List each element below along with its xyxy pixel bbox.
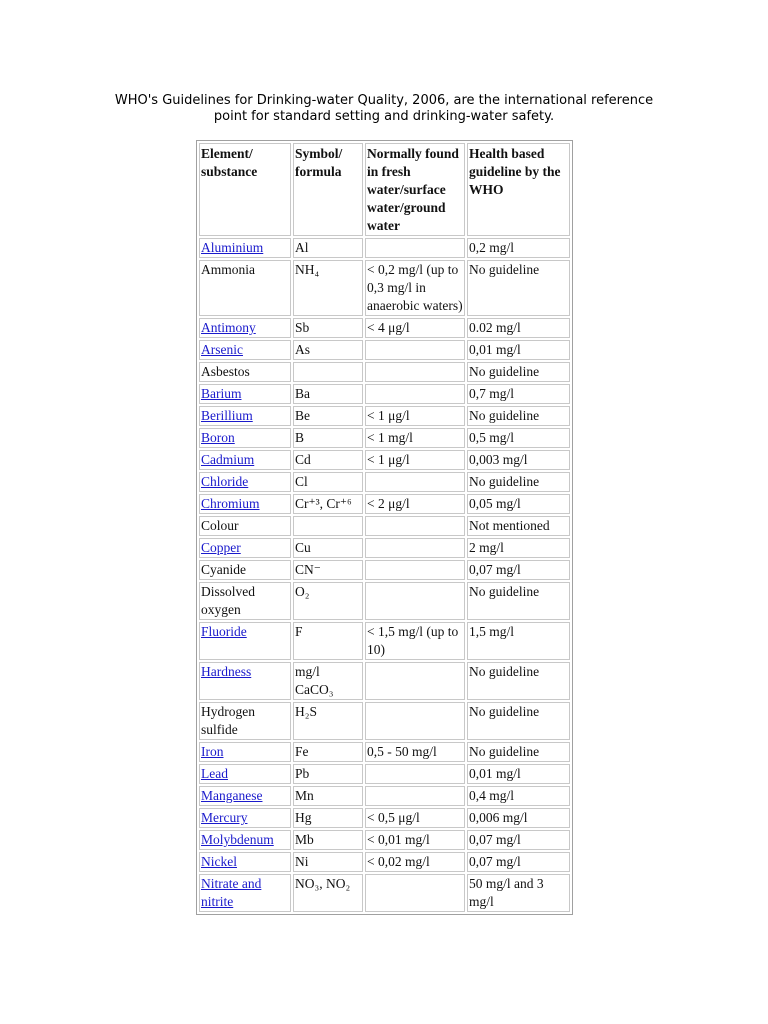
cell-symbol: NO₃, NO₂ [293, 874, 363, 912]
cell-symbol: O₂ [293, 582, 363, 620]
cell-symbol: Mn [293, 786, 363, 806]
table-row [199, 362, 570, 382]
table-row [199, 742, 570, 762]
element-label: Dissolved oxygen [201, 584, 255, 617]
cell-element [199, 340, 291, 360]
cell-guideline: 0,05 mg/l [467, 494, 570, 514]
cell-normally-found [365, 764, 465, 784]
cell-guideline: 0,7 mg/l [467, 384, 570, 404]
cell-element [199, 516, 291, 536]
element-link[interactable]: Chloride [201, 474, 249, 489]
cell-guideline: 0,5 mg/l [467, 428, 570, 448]
element-link[interactable]: Molybdenum [201, 832, 274, 847]
table-row [199, 238, 570, 258]
cell-guideline: 0,07 mg/l [467, 852, 570, 872]
cell-guideline: 0,003 mg/l [467, 450, 570, 470]
element-link[interactable]: Barium [201, 386, 242, 401]
cell-guideline: 2 mg/l [467, 538, 570, 558]
cell-symbol: As [293, 340, 363, 360]
cell-normally-found [365, 786, 465, 806]
cell-element [199, 786, 291, 806]
element-link[interactable]: Copper [201, 540, 241, 555]
cell-guideline: No guideline [467, 472, 570, 492]
element-label: Ammonia [201, 262, 255, 277]
cell-guideline: 0,2 mg/l [467, 238, 570, 258]
cell-symbol: Cu [293, 538, 363, 558]
cell-normally-found: < 0,2 mg/l (up to 0,3 mg/l in anaerobic waters) [365, 260, 465, 316]
who-guidelines-table [196, 140, 573, 915]
cell-element [199, 830, 291, 850]
cell-element [199, 260, 291, 316]
cell-symbol: Cd [293, 450, 363, 470]
cell-symbol: Ba [293, 384, 363, 404]
table-row [199, 874, 570, 912]
element-link[interactable]: Lead [201, 766, 228, 781]
table-row [199, 428, 570, 448]
cell-element [199, 582, 291, 620]
table-row [199, 560, 570, 580]
cell-guideline: No guideline [467, 742, 570, 762]
intro-text: WHO's Guidelines for Drinking-water Quality, 2006, are the international reference point for standard setting and drinking-water safety. [114, 93, 654, 124]
table-row [199, 786, 570, 806]
cell-guideline: No guideline [467, 260, 570, 316]
cell-symbol [293, 362, 363, 382]
element-link[interactable]: Nitrate and nitrite [201, 876, 262, 909]
cell-symbol: Al [293, 238, 363, 258]
cell-normally-found [365, 516, 465, 536]
cell-normally-found: < 0,01 mg/l [365, 830, 465, 850]
cell-element [199, 874, 291, 912]
header-symbol: Symbol/ formula [293, 143, 363, 236]
cell-guideline: 0,006 mg/l [467, 808, 570, 828]
element-link[interactable]: Nickel [201, 854, 237, 869]
cell-symbol: Ni [293, 852, 363, 872]
cell-guideline: No guideline [467, 582, 570, 620]
cell-normally-found [365, 662, 465, 700]
table-row [199, 852, 570, 872]
element-link[interactable]: Arsenic [201, 342, 243, 357]
cell-normally-found [365, 702, 465, 740]
cell-normally-found [365, 340, 465, 360]
cell-element [199, 702, 291, 740]
cell-guideline: 0,07 mg/l [467, 830, 570, 850]
cell-normally-found [365, 874, 465, 912]
cell-symbol: Pb [293, 764, 363, 784]
cell-element [199, 450, 291, 470]
element-link[interactable]: Hardness [201, 664, 252, 679]
element-link[interactable]: Cadmium [201, 452, 255, 467]
cell-symbol: F [293, 622, 363, 660]
cell-guideline: No guideline [467, 702, 570, 740]
cell-guideline: 0,4 mg/l [467, 786, 570, 806]
cell-normally-found: < 4 μg/l [365, 318, 465, 338]
cell-element [199, 238, 291, 258]
cell-normally-found: < 2 μg/l [365, 494, 465, 514]
cell-normally-found [365, 472, 465, 492]
cell-guideline: 50 mg/l and 3 mg/l [467, 874, 570, 912]
cell-normally-found: 0,5 - 50 mg/l [365, 742, 465, 762]
cell-symbol [293, 516, 363, 536]
element-label: Colour [201, 518, 239, 533]
cell-symbol: Cl [293, 472, 363, 492]
table-row [199, 662, 570, 700]
cell-normally-found [365, 560, 465, 580]
cell-element [199, 494, 291, 514]
cell-guideline: 0.02 mg/l [467, 318, 570, 338]
cell-element [199, 808, 291, 828]
table-row [199, 516, 570, 536]
cell-normally-found [365, 582, 465, 620]
cell-element [199, 560, 291, 580]
table-row [199, 764, 570, 784]
cell-symbol: Mb [293, 830, 363, 850]
cell-element [199, 362, 291, 382]
table-row [199, 406, 570, 426]
element-link[interactable]: Manganese [201, 788, 263, 803]
cell-guideline: 0,01 mg/l [467, 340, 570, 360]
element-link[interactable]: Aluminium [201, 240, 264, 255]
cell-symbol: Be [293, 406, 363, 426]
cell-symbol: mg/l CaCO₃ [293, 662, 363, 700]
element-label: Cyanide [201, 562, 246, 577]
table-row [199, 384, 570, 404]
header-normally-found: Normally found in fresh water/surface water/ground water [365, 143, 465, 236]
cell-normally-found: < 0,02 mg/l [365, 852, 465, 872]
cell-guideline: 1,5 mg/l [467, 622, 570, 660]
header-guideline: Health based guideline by the WHO [467, 143, 570, 236]
header-element: Element/ substance [199, 143, 291, 236]
cell-element [199, 384, 291, 404]
cell-symbol: B [293, 428, 363, 448]
cell-guideline: Not mentioned [467, 516, 570, 536]
cell-element [199, 662, 291, 700]
cell-element [199, 472, 291, 492]
cell-symbol: Hg [293, 808, 363, 828]
table-row [199, 582, 570, 620]
table-row [199, 340, 570, 360]
table-row [199, 702, 570, 740]
table-row [199, 538, 570, 558]
table-row [199, 494, 570, 514]
table-body [199, 238, 570, 912]
cell-symbol: CN⁻ [293, 560, 363, 580]
cell-normally-found [365, 238, 465, 258]
table-row [199, 450, 570, 470]
cell-normally-found [365, 538, 465, 558]
cell-element [199, 318, 291, 338]
cell-normally-found [365, 384, 465, 404]
table-row [199, 318, 570, 338]
cell-element [199, 428, 291, 448]
cell-element [199, 764, 291, 784]
table-row [199, 472, 570, 492]
cell-symbol: Fe [293, 742, 363, 762]
cell-element [199, 538, 291, 558]
cell-guideline: 0,01 mg/l [467, 764, 570, 784]
cell-normally-found: < 1 mg/l [365, 428, 465, 448]
element-link[interactable]: Berillium [201, 408, 253, 423]
element-label: Asbestos [201, 364, 250, 379]
cell-normally-found: < 1 μg/l [365, 406, 465, 426]
cell-symbol: Cr⁺³, Cr⁺⁶ [293, 494, 363, 514]
cell-normally-found: < 1,5 mg/l (up to 10) [365, 622, 465, 660]
cell-symbol: H₂S [293, 702, 363, 740]
cell-normally-found: < 0,5 μg/l [365, 808, 465, 828]
element-label: Hydrogen sulfide [201, 704, 255, 737]
cell-guideline: No guideline [467, 406, 570, 426]
table-row [199, 808, 570, 828]
cell-symbol: NH₄ [293, 260, 363, 316]
element-link[interactable]: Antimony [201, 320, 256, 335]
element-link[interactable]: Iron [201, 744, 224, 759]
cell-guideline: No guideline [467, 362, 570, 382]
table-row [199, 622, 570, 660]
cell-element [199, 742, 291, 762]
cell-symbol: Sb [293, 318, 363, 338]
cell-guideline: No guideline [467, 662, 570, 700]
table-header-row [199, 143, 570, 236]
cell-element [199, 622, 291, 660]
element-link[interactable]: Mercury [201, 810, 248, 825]
cell-element [199, 852, 291, 872]
cell-normally-found [365, 362, 465, 382]
element-link[interactable]: Boron [201, 430, 235, 445]
table-row [199, 830, 570, 850]
element-link[interactable]: Fluoride [201, 624, 247, 639]
table-row [199, 260, 570, 316]
element-link[interactable]: Chromium [201, 496, 260, 511]
cell-normally-found: < 1 μg/l [365, 450, 465, 470]
cell-guideline: 0,07 mg/l [467, 560, 570, 580]
cell-element [199, 406, 291, 426]
